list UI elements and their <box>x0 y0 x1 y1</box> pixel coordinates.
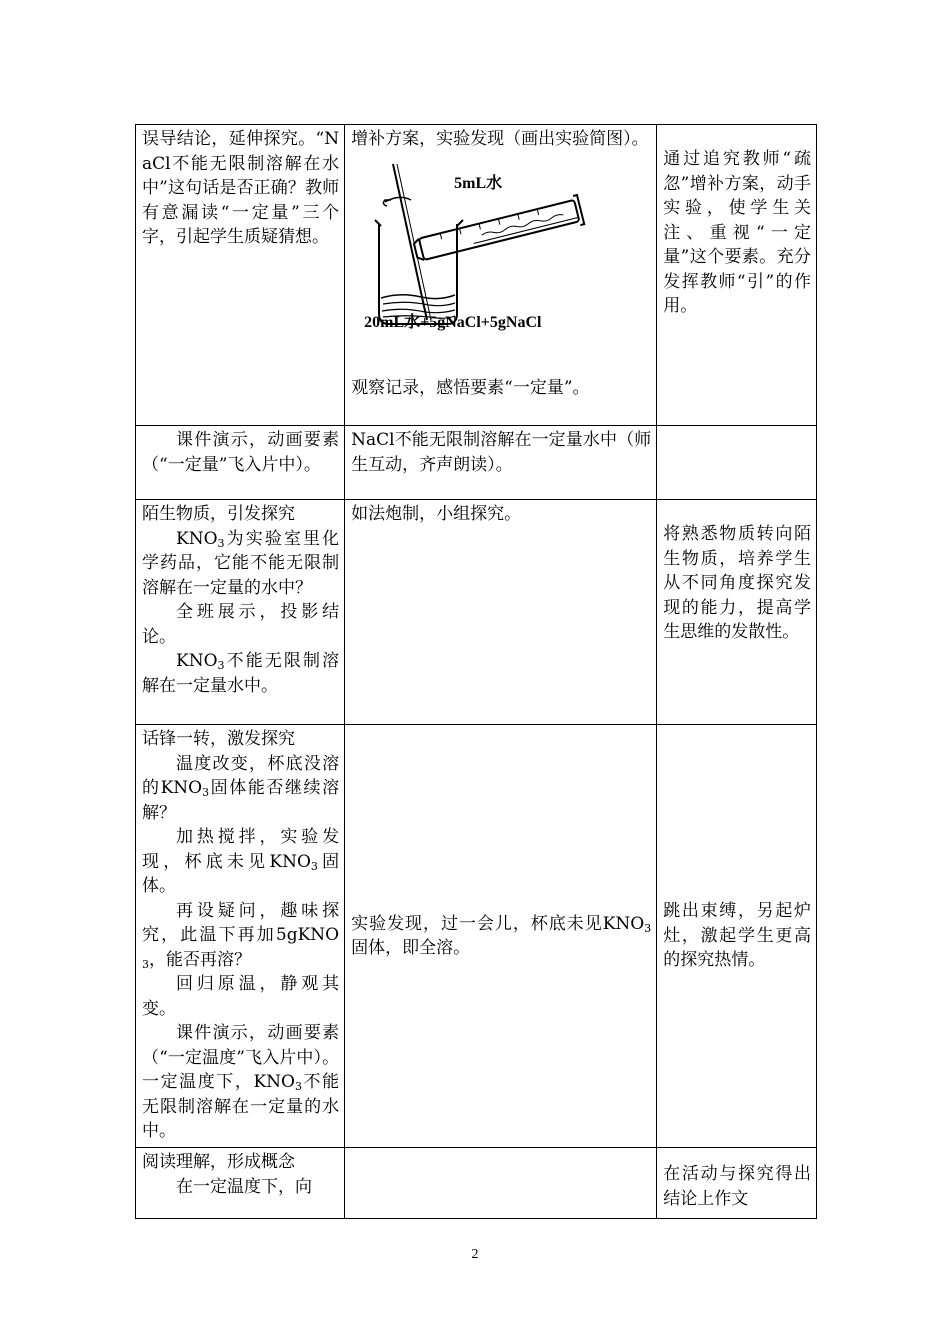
table-row <box>136 725 817 1148</box>
student-text: 观察记录，感悟要素“一定量”。 <box>351 377 590 398</box>
cylinder-label: 5mL水 <box>454 174 503 192</box>
intent-text: 在活动与探究得出结论上作文 <box>663 1164 811 1209</box>
activity-text: 再设疑问，趣味探究，此温下再加5gKNO$_3$，能否再溶？ <box>142 900 340 971</box>
student-text: 增补方案，实验发现（画出实验简图）。 <box>351 129 649 149</box>
cell-student <box>345 426 657 500</box>
student-text: 如法炮制，小组探究。 <box>351 504 522 524</box>
cell-intent <box>657 725 817 1148</box>
activity-title: 阅读理解，形成概念 <box>142 1152 295 1172</box>
student-text: NaCl不能无限制溶解在一定量水中（师生互动，齐声朗读）。 <box>351 430 652 475</box>
cell-activity <box>136 1148 345 1219</box>
activity-text: 温度改变，杯底没溶的$KNO_3$固体能否继续溶解？ <box>142 753 340 823</box>
lesson-plan-table <box>135 124 817 1219</box>
activity-text: 全班展示，投影结论。 <box>142 602 340 647</box>
cell-student <box>345 725 657 1148</box>
cell-intent <box>657 1148 817 1219</box>
intent-text: 跳出束缚，另起炉灶，激起学生更高的探究热情。 <box>663 901 811 971</box>
activity-text: 误导结论，延伸探究。“NaCl不能无限制溶解在水中”这句话是否正确？教师有意漏读“一定量”三个字，引起学生质疑猜想。 <box>142 129 340 247</box>
cell-intent <box>657 426 817 500</box>
activity-text: 加热搅拌，实验发现，杯底未见$KNO_3$固体。 <box>142 827 340 896</box>
experiment-figure <box>351 156 631 366</box>
cell-activity <box>136 500 345 725</box>
intent-text: 通过追究教师“疏忽”增补方案，动手实验，使学生关注、重视“一定量”这个要素。充分发挥教师“引”的作用。 <box>663 149 811 316</box>
cell-student <box>345 500 657 725</box>
activity-text: 课件演示，动画要素（“一定温度”飞入片中）。一定温度下，$KNO_3$不能无限制溶解在一定量的水中。 <box>142 1023 340 1141</box>
table-row <box>136 125 817 426</box>
cell-activity <box>136 426 345 500</box>
activity-text: 课件演示，动画要素（“一定量”飞入片中）。 <box>142 430 340 475</box>
intent-text: 将熟悉物质转向陌生物质，培养学生从不同角度探究发现的能力，提高学生思维的发散性。 <box>663 524 811 642</box>
stirring-rod <box>393 164 427 320</box>
activity-text: 在一定温度下，向 <box>176 1176 312 1197</box>
cell-intent <box>657 500 817 725</box>
activity-text: 回归原温，静观其变。 <box>142 974 340 1019</box>
page-number: 2 <box>471 1247 479 1262</box>
cell-student <box>345 1148 657 1219</box>
activity-text: $KNO_3$不能无限制溶解在一定量水中。 <box>142 651 340 696</box>
graduated-cylinder <box>412 195 584 265</box>
activity-title: 话锋一转，激发探究 <box>142 729 295 749</box>
table-row <box>136 1148 817 1219</box>
student-text: 实验发现，过一会儿，杯底未见$KNO_3$固体，即全溶。 <box>351 913 652 958</box>
activity-text: $KNO_3$为实验室里化学药品，它能不能无限制溶解在一定量的水中？ <box>142 528 340 598</box>
table-row <box>136 500 817 725</box>
activity-title: 陌生物质，引发探究 <box>142 504 295 524</box>
cell-student <box>345 125 657 426</box>
cell-activity <box>136 125 345 426</box>
table-row <box>136 426 817 500</box>
cell-activity <box>136 725 345 1148</box>
beaker-label: 20mL水+5gNaCl+5gNaCl <box>364 313 542 331</box>
cell-intent <box>657 125 817 426</box>
